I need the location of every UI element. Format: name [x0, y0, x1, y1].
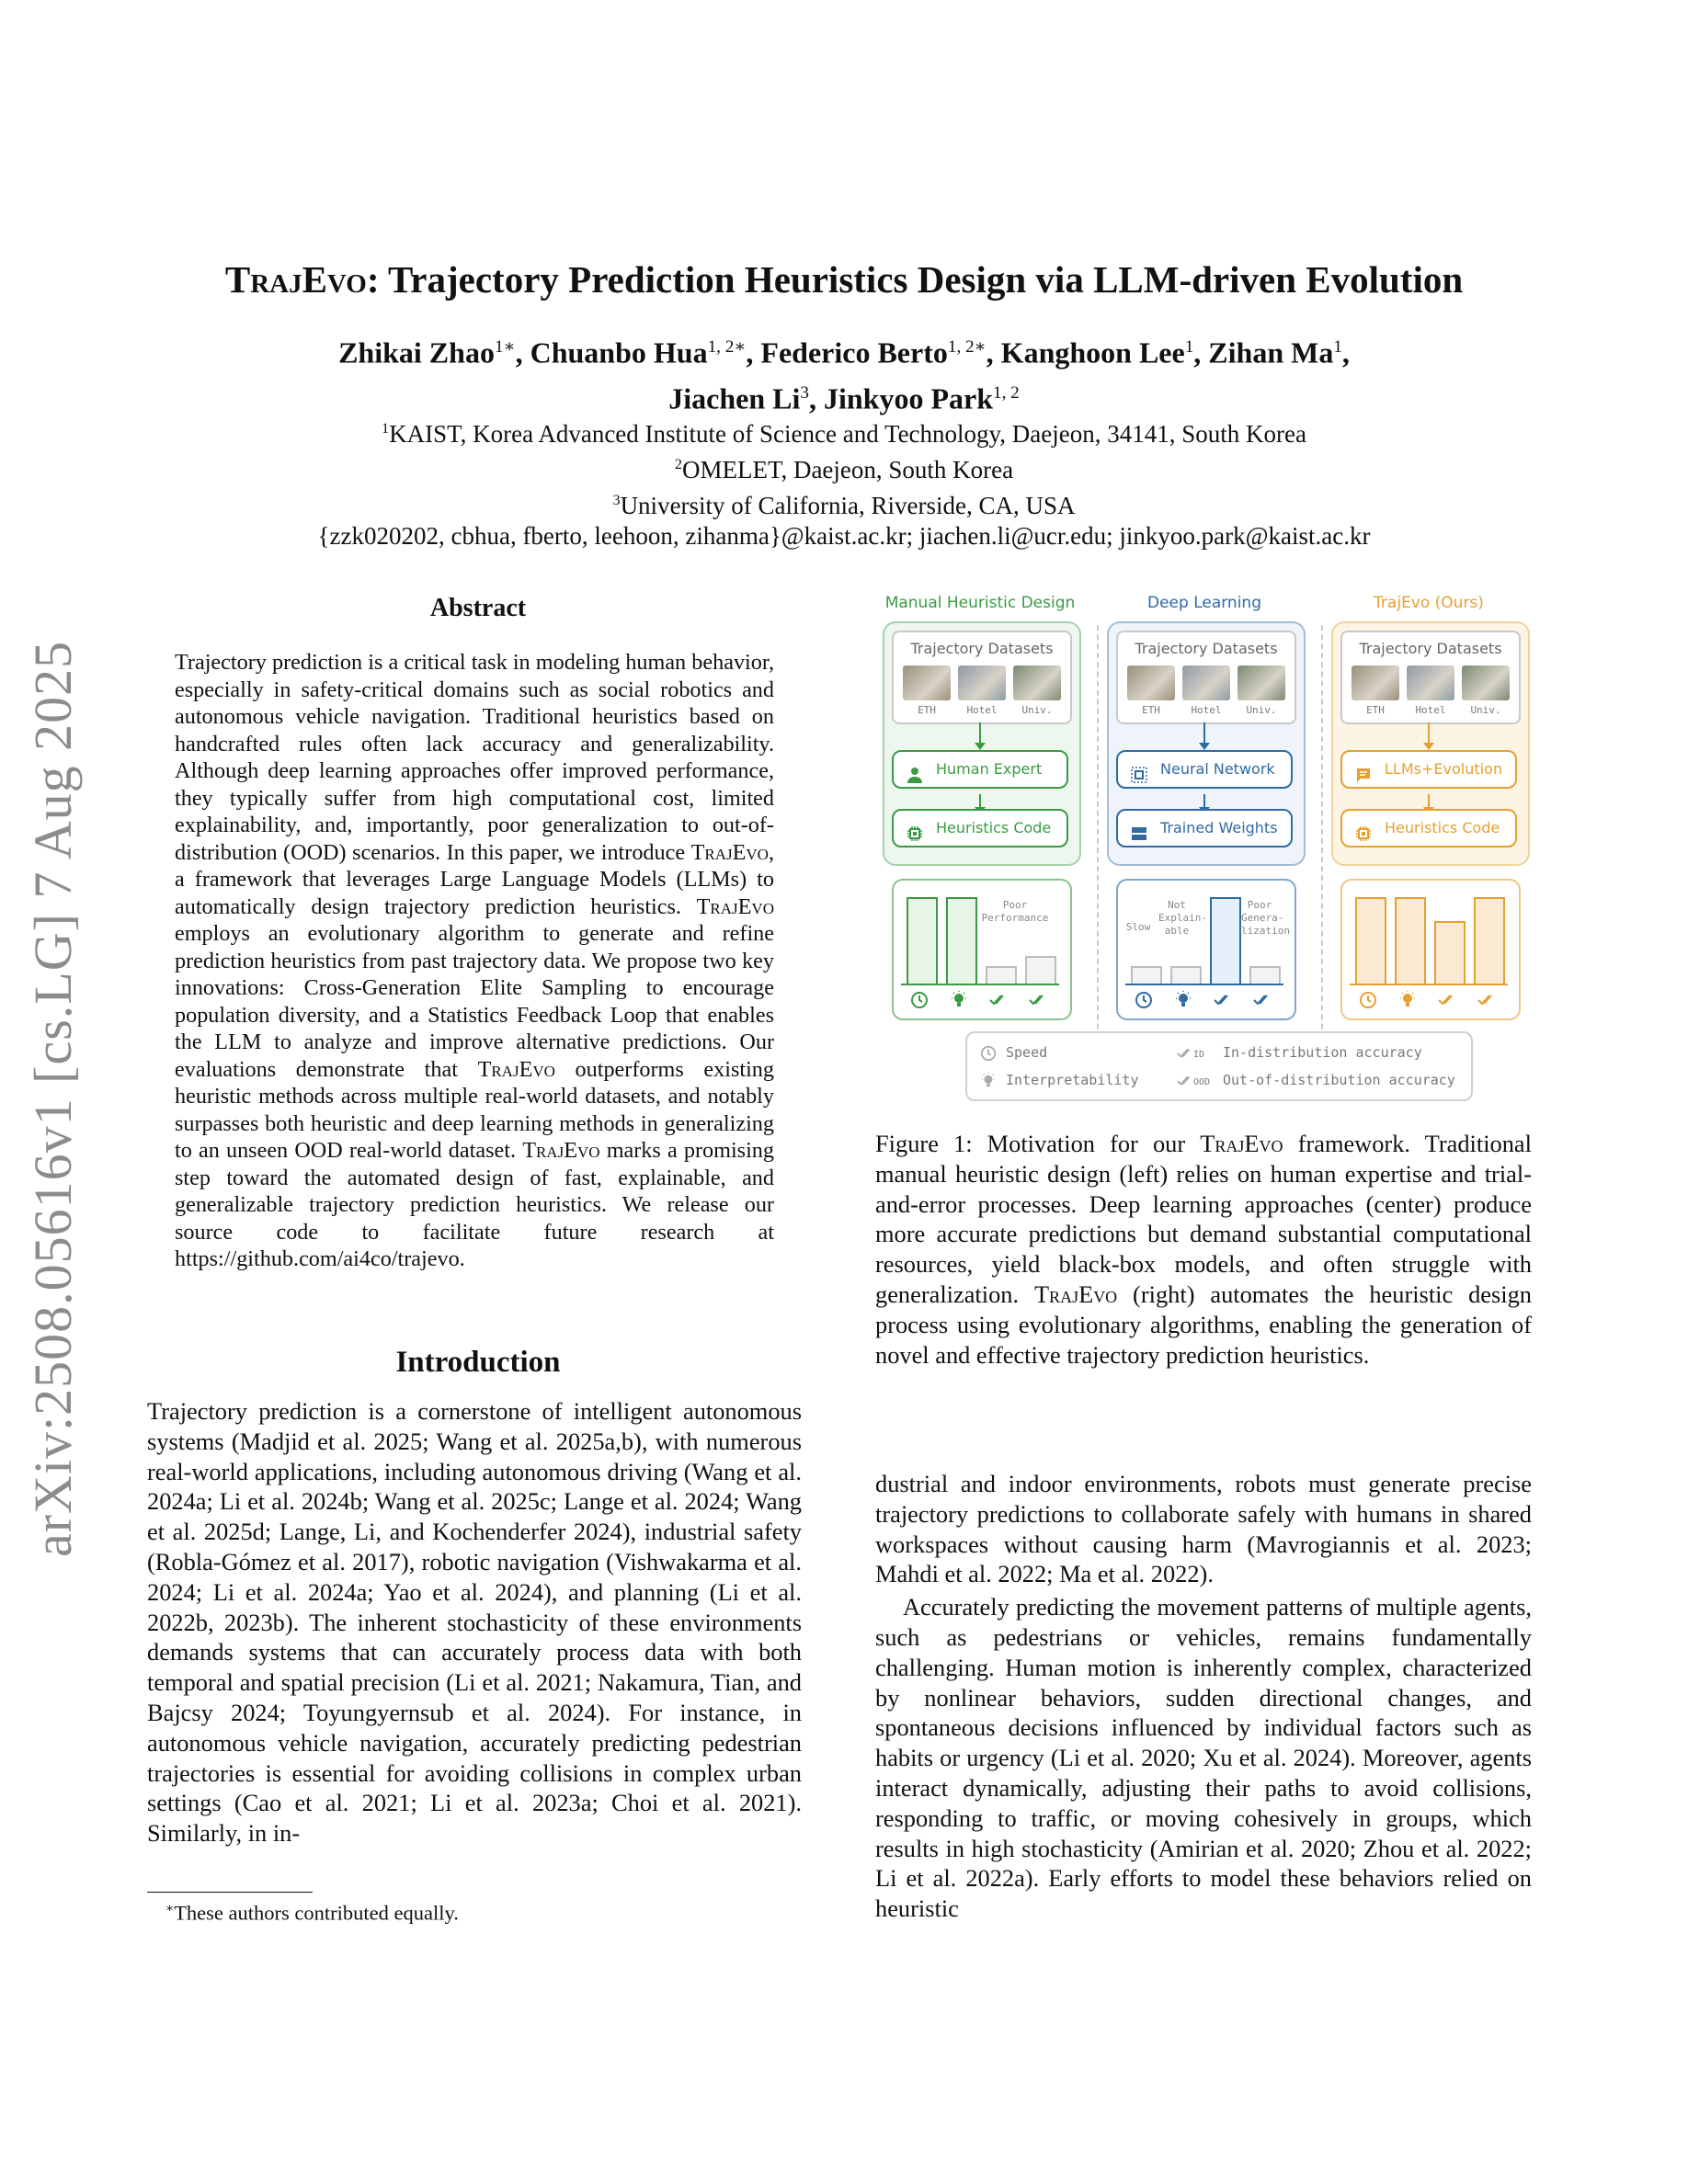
legend-speed: Speed — [1006, 1044, 1048, 1061]
chart-bar — [1395, 897, 1426, 985]
dataset-label: Univ. — [1470, 704, 1501, 716]
person-icon — [907, 761, 923, 778]
performance-chart — [1340, 879, 1521, 1020]
dataset-label: Hotel — [966, 704, 998, 716]
performance-chart — [1116, 879, 1296, 1020]
double-check-icon — [1177, 1073, 1193, 1089]
abstract-part: outperforms existing heuristic methods across multiple real-world datasets, and notably surpasses both heuristic and deep learning methods in generalizing to an unseen OOD real-world dataset. — [175, 1056, 774, 1163]
author-name: Zhikai Zhao — [338, 336, 495, 370]
author-sup: 1∗ — [494, 337, 516, 357]
arrow-shaft — [1428, 722, 1430, 743]
dataset-thumbnail — [1407, 665, 1454, 700]
double-check-icon — [1177, 1045, 1193, 1062]
ood-accuracy-icon — [1477, 991, 1496, 1009]
dataset-thumbnail — [1352, 665, 1399, 700]
weights-icon — [1131, 820, 1147, 836]
method-step — [892, 750, 1068, 789]
method-name: TrajEvo — [477, 1056, 555, 1082]
chip-icon — [907, 820, 923, 836]
dataset-label: Univ. — [1021, 704, 1053, 716]
chart-bar — [1170, 966, 1202, 985]
chart-bar — [1025, 956, 1056, 985]
chart-bar — [1210, 897, 1241, 985]
figure-1 — [873, 588, 1535, 1112]
neural-network-icon — [1131, 761, 1147, 778]
footnote — [165, 1901, 809, 1926]
introduction-heading: Introduction — [395, 1346, 561, 1379]
affiliation — [0, 449, 1688, 485]
dataset-thumbnail — [1127, 665, 1175, 700]
affiliation — [0, 485, 1688, 521]
dataset-thumbnail — [958, 665, 1006, 700]
chart-bar — [1434, 921, 1466, 985]
panel-divider — [1321, 625, 1323, 1075]
caption-part: Figure 1: Motivation for our — [875, 1130, 1201, 1157]
affiliation-sup: 1 — [382, 420, 390, 437]
author-name: Zihan Ma — [1208, 336, 1334, 370]
arrow-shaft — [1203, 794, 1205, 807]
chart-bar — [907, 897, 938, 985]
dataset-thumbnail — [1462, 665, 1510, 700]
legend-ood-accuracy: Out-of-distribution accuracy — [1223, 1072, 1455, 1088]
chart-bar — [1474, 897, 1505, 985]
method-name: TrajEvo — [690, 839, 769, 865]
method-name: TrajEvo — [1033, 1280, 1118, 1308]
chart-annotation: Poor Genera- lization — [1241, 899, 1290, 937]
abstract-part: , a framework that leverages Large Language Models (LLMs) to automatically design trajectory prediction heuristics. — [175, 839, 774, 919]
chart-bar — [986, 966, 1017, 985]
legend-subscript: OOD — [1193, 1077, 1211, 1087]
arrow-shaft — [979, 794, 981, 807]
chip-icon — [1355, 820, 1372, 836]
email-list: {zzk020202, cbhua, fberto, leehoon, zihanma}@kaist.ac.kr; jiachen.li@ucr.edu; jinkyoo.park@kaist.ac.kr — [317, 522, 1371, 550]
title-rest: : Trajectory Prediction Heuristics Design via LLM-driven Evolution — [366, 258, 1464, 301]
affiliation — [0, 414, 1688, 449]
footnote-rule — [147, 1892, 313, 1893]
affiliation-text: KAIST, Korea Advanced Institute of Science and Technology, Daejeon, 34141, South Korea — [389, 420, 1306, 448]
introduction-text: Trajectory prediction is a cornerstone of intelligent autonomous systems (Madjid et al. 2025; Wang et al. 2025a,b), with numerous real-world applications, including autonomous driving (Wang et al. 2024a; Li et al. 2024b; Wang et al. 2025c; Lange et al. 2024; Wang et al. 2025d; Lange, Li, and Kochenderfer 2024), industrial safety (Robla-Gómez et al. 2017), robotic navigation (Vishwakarma et al. 2024; Li et al. 2024a; Yao et al. 2024), and planning (Li et al. 2022b, 2023b). The inherent stochasticity of these environments demands systems that can accurately process data with both temporal and spatial precision (Li et al. 2021; Nakamura, Tian, and Bajcsy 2024; Toyungyernsub et al. 2024). For instance, in autonomous vehicle navigation, accurately predicting pedestrian trajectories is essential for avoiding collisions in complex urban settings (Cao et al. 2021; Li et al. 2023a; Choi et al. 2021). Similarly, in in- — [147, 1397, 802, 1848]
author-name: Jiachen Li — [668, 381, 801, 415]
arrow-head — [975, 743, 986, 750]
chart-bar — [1249, 966, 1281, 985]
paragraph: Accurately predicting the movement patterns of multiple agents, such as pedestrians or vehicles, remains fundamentally challenging. Human motion is inherently complex, characterized by nonlinear behaviors, sudden directional changes, and spontaneous decisions influenced by individual factors such as habits or urgency (Li et al. 2020; Xu et al. 2024). Moreover, agents interact dynamically, adjusting their paths to avoid collisions, responding to traffic, or moving cohesively in groups, which results in high stochasticity (Amirian et al. 2020; Zhou et al. 2022; Li et al. 2022a). Early efforts to model these behaviors relied on heuristic — [875, 1593, 1532, 1923]
panel-title: Manual Heuristic Design — [884, 594, 1076, 612]
chart-baseline — [1125, 984, 1283, 985]
paragraph: dustrial and indoor environments, robots must generate precise trajectory predictions to collaborate safely with humans in shared workspaces without causing harm (Mavrogiannis et al. 2023; Mahdi et al. 2022; Ma et al. 2022). — [875, 1470, 1532, 1588]
author-sup: 1, 2∗ — [947, 337, 987, 357]
author-sup: 1, 2∗ — [707, 337, 747, 357]
panel-title: TrajEvo (Ours) — [1374, 594, 1484, 612]
dataset-label: ETH — [918, 704, 936, 716]
author-list — [0, 327, 1688, 418]
dataset-label: ETH — [1366, 704, 1385, 716]
dataset-thumbnail — [903, 665, 951, 700]
dataset-title: Trajectory Datasets — [1359, 640, 1502, 657]
paper-title — [0, 257, 1688, 301]
method-step — [892, 809, 1068, 847]
performance-chart — [892, 879, 1072, 1020]
abstract-part: Trajectory prediction is a critical task in modeling human behavior, especially in safety-critical domains such as social robotics and autonomous vehicle navigation. Traditional heuristics based on handcrafted rules often lack accuracy and generalizability. Although deep learning approaches offer improved performance, they typically suffer from high computational cost, limited explainability, and, importantly, poor generalization to out-of-distribution (OOD) scenarios. In this paper, we introduce — [175, 650, 774, 865]
author-name: Jinkyoo Park — [823, 381, 993, 415]
step-label: Heuristics Code — [936, 819, 1052, 836]
affiliation-text: OMELET, Daejeon, South Korea — [681, 456, 1014, 483]
chart-bar — [946, 897, 977, 985]
dataset-label: Hotel — [1191, 704, 1222, 716]
affiliation-sup: 2 — [674, 456, 682, 472]
step-label: Heuristics Code — [1385, 819, 1500, 836]
caption-part: framework. Traditional manual heuristic design (left) relies on human expertise and trial-and-error processes. Deep learning approaches (center) produce more accurate predictions but demand substantial computational resources, yield black-box models, and often struggle with generalization. — [875, 1130, 1532, 1308]
method-step — [1340, 809, 1517, 847]
affiliation-sup: 3 — [612, 492, 621, 508]
chat-icon — [1355, 761, 1372, 778]
chart-baseline — [1350, 984, 1508, 985]
interpretability-icon — [1174, 991, 1192, 1009]
arrow-shaft — [1428, 794, 1430, 807]
legend-id-accuracy: In-distribution accuracy — [1223, 1044, 1422, 1061]
author-sup: 1 — [1184, 337, 1194, 357]
dataset-thumbnail — [1013, 665, 1061, 700]
method-name: TrajEvo — [1200, 1130, 1283, 1157]
abstract-text — [175, 649, 774, 1273]
author-line-1: Zhikai Zhao$^{1∗}$, Chuanbo Hua$^{1, 2∗}$, Federico Berto$^{1, 2∗}$, Kanghoon Lee$^1$, Zihan Ma$^1$, — [338, 336, 1350, 370]
chart-annotation: Slow — [1125, 921, 1151, 933]
right-column-text — [875, 1469, 1532, 1924]
dataset-label: Hotel — [1415, 704, 1446, 716]
chart-baseline — [901, 984, 1059, 985]
arrow-shaft — [1203, 722, 1205, 743]
author-sup: 1, 2 — [992, 382, 1020, 403]
id-accuracy-icon — [1214, 991, 1232, 1009]
abstract-heading: Abstract — [429, 594, 527, 622]
interpretability-icon — [950, 991, 968, 1009]
panel-divider — [1097, 625, 1099, 1075]
chart-annotation: Poor Performance — [981, 899, 1049, 924]
step-label: Neural Network — [1160, 760, 1275, 778]
chart-bar — [1355, 897, 1386, 985]
footnote-text: These authors contributed equally. — [174, 1901, 459, 1925]
legend-interpretability: Interpretability — [1006, 1072, 1139, 1088]
bulb-icon — [980, 1073, 997, 1089]
panel-title: Deep Learning — [1146, 594, 1261, 612]
author-name: Chuanbo Hua — [530, 336, 708, 370]
legend-subscript: ID — [1193, 1050, 1205, 1060]
author-name: Federico Berto — [760, 336, 948, 370]
ood-accuracy-icon — [1253, 991, 1272, 1009]
dataset-box — [1340, 631, 1521, 724]
arrow-head — [1199, 743, 1210, 750]
method-name: TrajEvo — [696, 893, 774, 919]
dataset-thumbnail — [1182, 665, 1230, 700]
author-sup: 3 — [800, 382, 809, 403]
method-name: TrajEvo — [522, 1138, 600, 1163]
arxiv-side-stamp: arXiv:2508.05616v1 [cs.LG] 7 Aug 2025 — [23, 640, 83, 1557]
dataset-thumbnail — [1237, 665, 1285, 700]
step-label: Trained Weights — [1160, 819, 1278, 836]
affiliation-text: University of California, Riverside, CA, USA — [620, 492, 1076, 519]
dataset-title: Trajectory Datasets — [910, 640, 1054, 657]
chart-bar — [1131, 966, 1162, 985]
dataset-title: Trajectory Datasets — [1135, 640, 1278, 657]
abstract-part: marks a promising step toward the automated design of fast, explainable, and generalizable trajectory prediction heuristics. We release our source code to facilitate future research at https://github.com/ai4co/trajevo. — [175, 1138, 774, 1271]
author-sup: 1 — [1333, 337, 1342, 357]
interpretability-icon — [1398, 991, 1417, 1009]
figure-caption — [875, 1129, 1532, 1370]
step-label: LLMs+Evolution — [1385, 760, 1502, 778]
footnote-mark: ∗ — [165, 1901, 175, 1915]
arrow-head — [1423, 743, 1434, 750]
chart-annotation: Not Explain- able — [1158, 899, 1207, 937]
method-step — [1116, 750, 1293, 789]
title-name: TrajEvo — [224, 258, 367, 301]
id-accuracy-icon — [1438, 991, 1456, 1009]
abstract-part: employs an evolutionary algorithm to generate and refine prediction heuristics from past trajectory data. We propose two key innovations: Cross-Generation Elite Sampling to encourage population diversity, and a Statistics Feedback Loop that enables the LLM to analyze and improve alternative predictions. Our evaluations demonstrate that — [175, 921, 774, 1082]
speed-icon — [910, 991, 929, 1009]
id-accuracy-icon — [989, 991, 1008, 1009]
author-line-2: Jiachen Li$^3$, Jinkyoo Park$^{1, 2}$ — [668, 381, 1020, 415]
figure-legend — [965, 1031, 1473, 1101]
speed-icon — [1135, 991, 1153, 1009]
method-step — [1116, 809, 1293, 847]
dataset-label: ETH — [1142, 704, 1160, 716]
ood-accuracy-icon — [1029, 991, 1047, 1009]
dataset-box — [1116, 631, 1296, 724]
step-label: Human Expert — [936, 760, 1043, 778]
clock-icon — [980, 1045, 997, 1062]
speed-icon — [1359, 991, 1377, 1009]
method-step — [1340, 750, 1517, 789]
dataset-box — [892, 631, 1072, 724]
author-name: Kanghoon Lee — [1000, 336, 1185, 370]
dataset-label: Univ. — [1246, 704, 1277, 716]
arrow-shaft — [979, 722, 981, 743]
caption-part: (right) automates the heuristic design process using evolutionary algorithms, enabling the generation of novel and effective trajectory prediction heuristics. — [875, 1280, 1532, 1369]
affiliations — [0, 414, 1688, 552]
